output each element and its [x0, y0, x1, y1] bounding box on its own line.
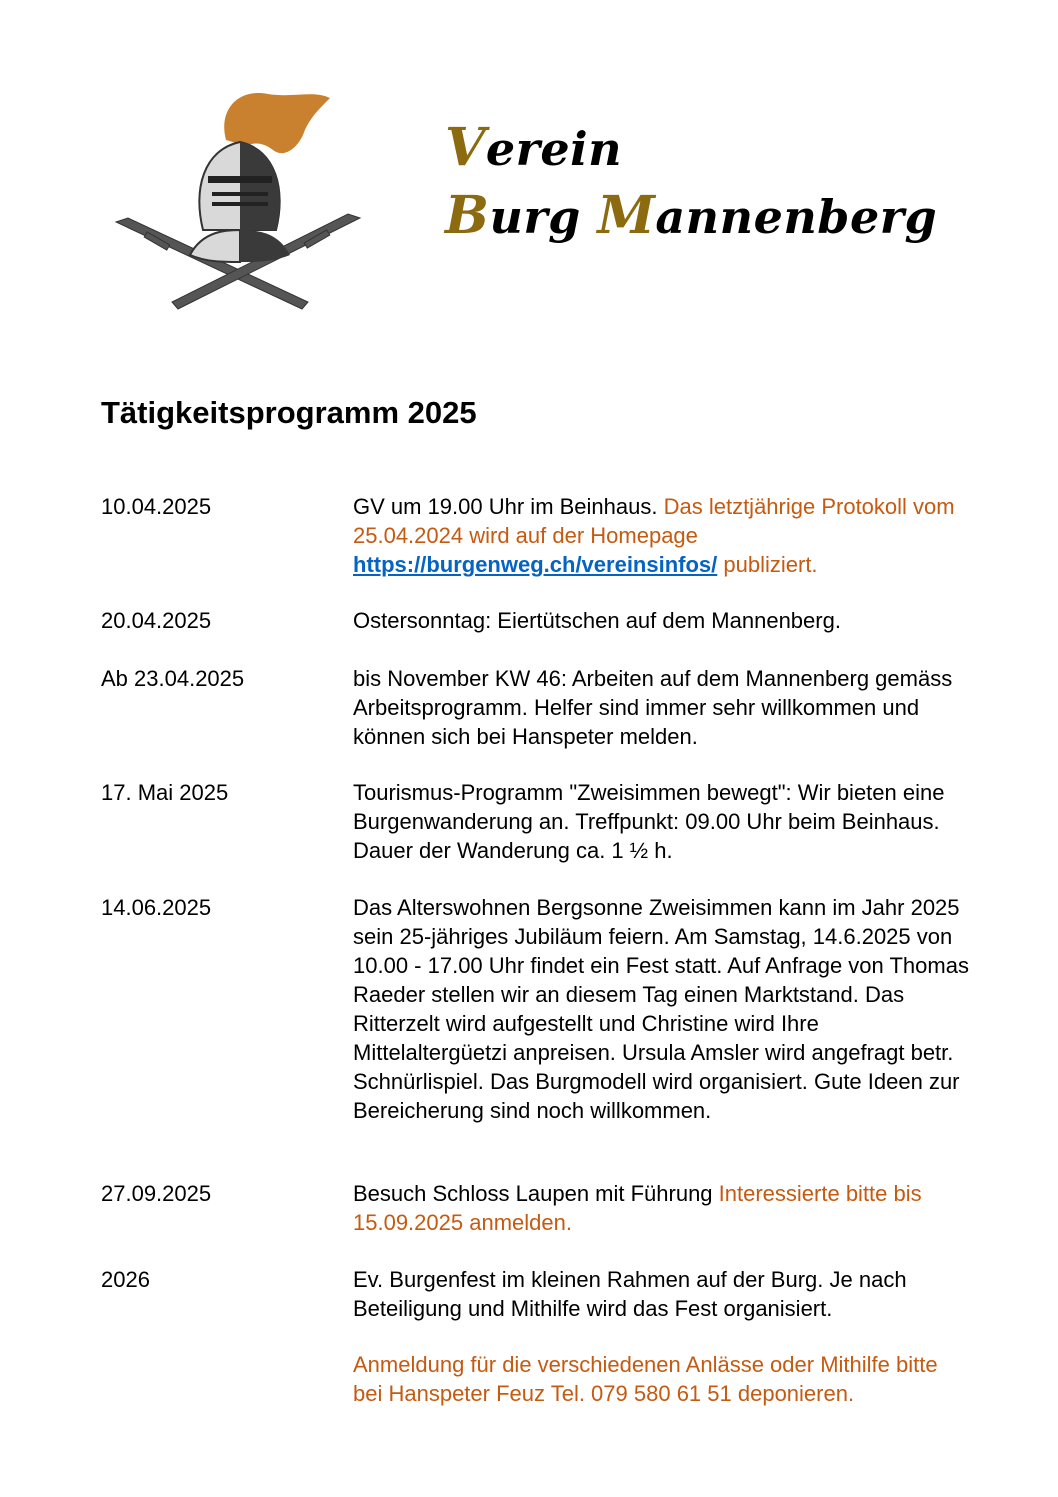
entry-description [353, 1179, 973, 1237]
club-name-initial: B [445, 185, 490, 246]
entry-description: Ev. Burgenfest im kleinen Rahmen auf der Burg. Je nach Beteiligung und Mithilfe wird das Fest organisiert. [353, 1267, 907, 1321]
entry-description: Tourismus-Programm "Zweisimmen bewegt": Wir bieten eine Burgenwanderung an. Treffpunkt: 09.00 Uhr beim Beinhaus. Dauer der Wanderung ca. 1 ½ h. [353, 780, 945, 863]
entry-description: Das Alterswohnen Bergsonne Zweisimmen kann im Jahr 2025 sein 25-jähriges Jubiläum feiern. Am Samstag, 14.6.2025 von 10.00 - 17.00 Uhr findet ein Fest statt. Auf Anfrage von Thomas Raeder stellen wir an diesem Tag einen Marktstand. Das Ritterzelt wird aufgestellt und Christine wird Ihre Mittelaltergüetzi anpreisen. Ursula Amsler wird angefragt betr. Schnürlispiel. Das Burgmodell wird organisiert. Gute Ideen zur Bereicherung sind noch willkommen. [353, 895, 969, 1123]
club-name-initial: M [597, 185, 656, 246]
club-name-line-2 [445, 185, 938, 246]
club-name-text: urg [489, 190, 598, 244]
entry-description [353, 492, 973, 579]
entry-highlight: Das letztjährige Protokoll vom 25.04.2024 wird auf der Homepage [353, 494, 955, 548]
entry-text: Besuch Schloss Laupen mit Führung [353, 1181, 719, 1206]
club-name-initial: V [445, 117, 486, 178]
entry-date: 10.04.2025 [101, 494, 212, 519]
entry-description: bis November KW 46: Arbeiten auf dem Mannenberg gemäss Arbeitsprogramm. Helfer sind immer sehr willkommen und können sich bei Hanspeter melden. [353, 666, 953, 749]
closing-note-text: Anmeldung für die verschiedenen Anlässe oder Mithilfe bitte bei Hanspeter Feuz Tel. 079 580 61 51 deponieren. [353, 1352, 938, 1406]
entry-date: Ab 23.04.2025 [101, 666, 245, 691]
entry-highlight: Interessierte bitte bis 15.09.2025 anmelden. [353, 1181, 922, 1235]
entry-highlight-after: publiziert. [717, 552, 818, 577]
entry-date: 27.09.2025 [101, 1181, 212, 1206]
entry-text: GV um 19.00 Uhr im Beinhaus. [353, 494, 664, 519]
club-name-text: erein [485, 122, 623, 176]
club-name-text: annenberg [655, 190, 938, 244]
page-title: Tätigkeitsprogramm 2025 [101, 395, 477, 430]
entry-date: 17. Mai 2025 [101, 780, 229, 805]
entry-date: 14.06.2025 [101, 895, 212, 920]
entry-date: 2026 [101, 1267, 150, 1292]
knight-logo-icon [108, 80, 368, 315]
club-name-line-1 [445, 117, 623, 178]
entry-description: Ostersonntag: Eiertütschen auf dem Mannenberg. [353, 608, 841, 633]
entry-date: 20.04.2025 [101, 608, 212, 633]
homepage-link[interactable]: https://burgenweg.ch/vereinsinfos/ [353, 552, 718, 577]
helmet-icon [190, 142, 290, 262]
